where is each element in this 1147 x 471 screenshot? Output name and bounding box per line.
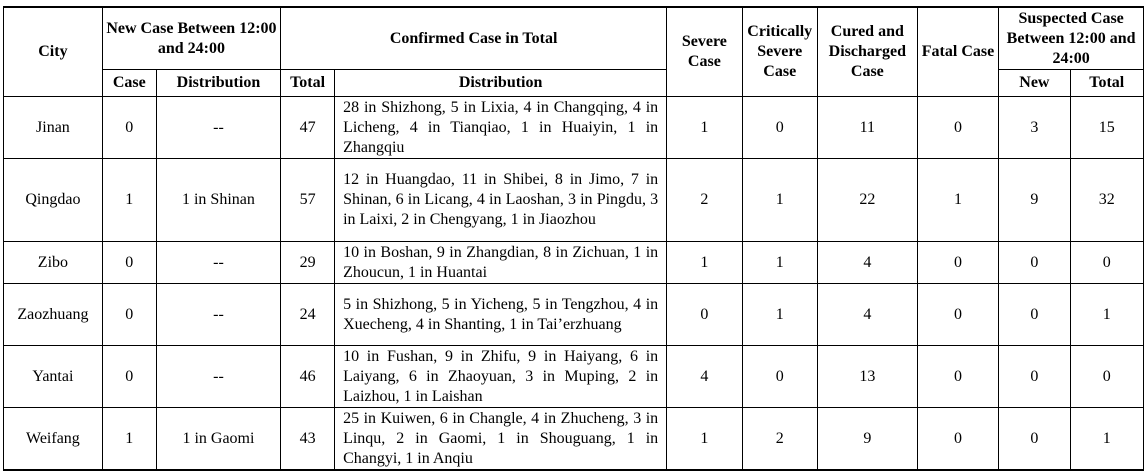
cell-suspected-new: 3 bbox=[999, 97, 1070, 159]
cell-cured: 4 bbox=[817, 242, 917, 284]
cell-city: Weifang bbox=[4, 408, 103, 471]
header-row-top bbox=[4, 7, 1144, 70]
table-row bbox=[4, 242, 1144, 284]
cell-critically-severe: 0 bbox=[742, 346, 817, 408]
cell-suspected-total: 0 bbox=[1070, 242, 1143, 284]
header-fatal-case: Fatal Case bbox=[917, 7, 998, 97]
cell-suspected-new: 0 bbox=[999, 408, 1070, 471]
header-severe-case: Severe Case bbox=[667, 7, 742, 97]
cell-critically-severe: 1 bbox=[742, 242, 817, 284]
cell-total: 57 bbox=[281, 159, 335, 242]
cell-city: Zibo bbox=[4, 242, 103, 284]
header-critically-severe-case: Critically Severe Case bbox=[742, 7, 817, 97]
cell-new-case: 0 bbox=[102, 284, 156, 346]
cell-total: 47 bbox=[281, 97, 335, 159]
cell-city: Qingdao bbox=[4, 159, 103, 242]
cell-new-case: 0 bbox=[102, 346, 156, 408]
cell-cured: 4 bbox=[817, 284, 917, 346]
case-table-wrapper bbox=[3, 6, 1144, 471]
cell-fatal: 0 bbox=[917, 242, 998, 284]
cell-severe: 1 bbox=[667, 97, 742, 159]
header-sub-total: Total bbox=[281, 70, 335, 97]
cell-cured: 9 bbox=[817, 408, 917, 471]
header-sub-distribution: Distribution bbox=[156, 70, 280, 97]
cell-city: Jinan bbox=[4, 97, 103, 159]
cell-suspected-total: 15 bbox=[1070, 97, 1143, 159]
cell-new-distribution: 1 in Gaomi bbox=[156, 408, 280, 471]
header-new-case-between: New Case Between 12:00 and 24:00 bbox=[102, 7, 280, 70]
header-sub-distribution-confirmed: Distribution bbox=[335, 70, 667, 97]
cell-new-case: 1 bbox=[102, 159, 156, 242]
cell-suspected-new: 0 bbox=[999, 242, 1070, 284]
header-sub-case: Case bbox=[102, 70, 156, 97]
cell-distribution: 5 in Shizhong, 5 in Yicheng, 5 in Tengzhou, 4 in Xuecheng, 4 in Shanting, 1 in Tai’erzhuang bbox=[335, 284, 667, 346]
cell-fatal: 0 bbox=[917, 284, 998, 346]
table-row bbox=[4, 408, 1144, 471]
cell-severe: 1 bbox=[667, 408, 742, 471]
header-cured-discharged-case: Cured and Discharged Case bbox=[817, 7, 917, 97]
cell-severe: 4 bbox=[667, 346, 742, 408]
cell-new-distribution: -- bbox=[156, 284, 280, 346]
header-suspected-case-between: Suspected Case Between 12:00 and 24:00 bbox=[999, 7, 1144, 70]
cell-new-case: 0 bbox=[102, 97, 156, 159]
cell-new-case: 0 bbox=[102, 242, 156, 284]
cell-city: Yantai bbox=[4, 346, 103, 408]
cell-suspected-new: 0 bbox=[999, 346, 1070, 408]
cell-new-distribution: -- bbox=[156, 242, 280, 284]
cell-severe: 0 bbox=[667, 284, 742, 346]
case-statistics-table bbox=[3, 6, 1144, 471]
cell-suspected-total: 0 bbox=[1070, 346, 1143, 408]
cell-total: 29 bbox=[281, 242, 335, 284]
cell-critically-severe: 0 bbox=[742, 97, 817, 159]
cell-distribution: 12 in Huangdao, 11 in Shibei, 8 in Jimo, 7 in Shinan, 6 in Licang, 4 in Laoshan, 3 in Pingdu, 3 in Laixi, 2 in Chengyang, 1 in Jiaozhou bbox=[335, 159, 667, 242]
cell-suspected-total: 1 bbox=[1070, 408, 1143, 471]
cell-total: 43 bbox=[281, 408, 335, 471]
cell-distribution: 10 in Fushan, 9 in Zhifu, 9 in Haiyang, 6 in Laiyang, 6 in Zhaoyuan, 3 in Muping, 2 in Laizhou, 1 in Laishan bbox=[335, 346, 667, 408]
cell-critically-severe: 1 bbox=[742, 284, 817, 346]
table-body bbox=[4, 97, 1144, 471]
cell-new-distribution: 1 in Shinan bbox=[156, 159, 280, 242]
table-header bbox=[4, 7, 1144, 97]
cell-suspected-new: 0 bbox=[999, 284, 1070, 346]
cell-fatal: 0 bbox=[917, 408, 998, 471]
header-city: City bbox=[4, 7, 103, 97]
cell-total: 24 bbox=[281, 284, 335, 346]
table-row bbox=[4, 97, 1144, 159]
cell-critically-severe: 1 bbox=[742, 159, 817, 242]
cell-new-distribution: -- bbox=[156, 97, 280, 159]
cell-fatal: 1 bbox=[917, 159, 998, 242]
table-row bbox=[4, 284, 1144, 346]
cell-severe: 2 bbox=[667, 159, 742, 242]
cell-cured: 11 bbox=[817, 97, 917, 159]
cell-suspected-new: 9 bbox=[999, 159, 1070, 242]
cell-distribution: 28 in Shizhong, 5 in Lixia, 4 in Changqing, 4 in Licheng, 4 in Tianqiao, 1 in Huaiyin, 1 in Zhangqiu bbox=[335, 97, 667, 159]
header-sub-new: New bbox=[999, 70, 1070, 97]
header-sub-total-suspected: Total bbox=[1070, 70, 1143, 97]
cell-new-case: 1 bbox=[102, 408, 156, 471]
cell-new-distribution: -- bbox=[156, 346, 280, 408]
cell-cured: 22 bbox=[817, 159, 917, 242]
cell-suspected-total: 32 bbox=[1070, 159, 1143, 242]
table-row bbox=[4, 346, 1144, 408]
cell-cured: 13 bbox=[817, 346, 917, 408]
cell-city: Zaozhuang bbox=[4, 284, 103, 346]
cell-distribution: 25 in Kuiwen, 6 in Changle, 4 in Zhucheng, 3 in Linqu, 2 in Gaomi, 1 in Shouguang, 1 in Changyi, 1 in Anqiu bbox=[335, 408, 667, 471]
table-row bbox=[4, 159, 1144, 242]
cell-total: 46 bbox=[281, 346, 335, 408]
header-confirmed-total: Confirmed Case in Total bbox=[281, 7, 667, 70]
cell-severe: 1 bbox=[667, 242, 742, 284]
cell-fatal: 0 bbox=[917, 346, 998, 408]
cell-fatal: 0 bbox=[917, 97, 998, 159]
cell-critically-severe: 2 bbox=[742, 408, 817, 471]
cell-distribution: 10 in Boshan, 9 in Zhangdian, 8 in Zichuan, 1 in Zhoucun, 1 in Huantai bbox=[335, 242, 667, 284]
cell-suspected-total: 1 bbox=[1070, 284, 1143, 346]
